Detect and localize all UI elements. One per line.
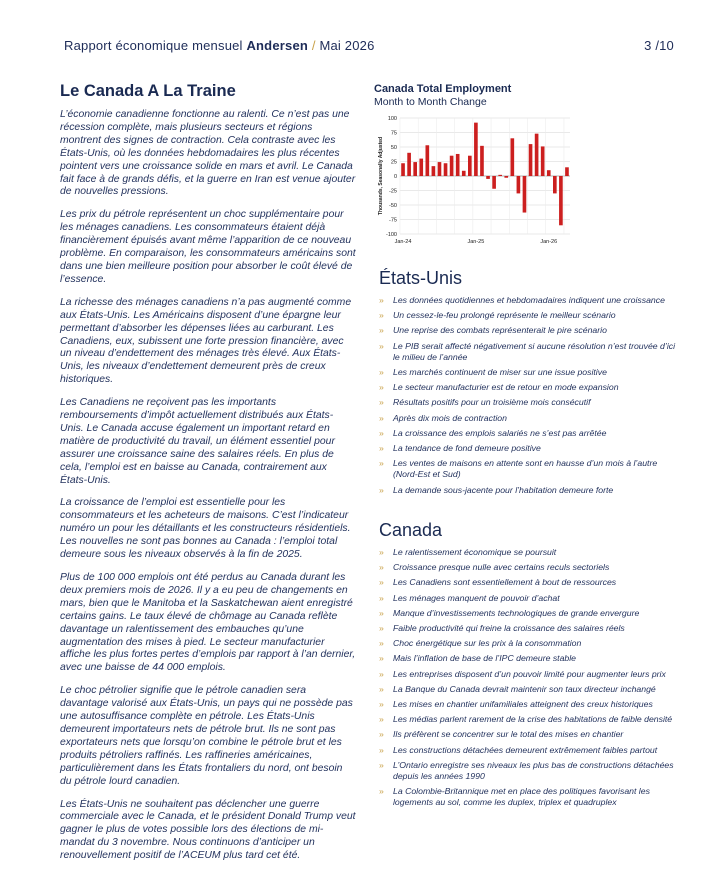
chart-bar: [426, 145, 430, 176]
article-paragraph: La richesse des ménages canadiens n’a pas augmenté comme aux États-Unis. Les Américains disposent d’une épargne leur permettant d’absorber les dépenses liées au carburant. Les Canadiens, eux, subissent une forte pression financière, avec un niveau d’endettement des ménages très élevé. Aux États-Unis, les niveaux d’endettement demeurent près de creux historiques.: [60, 296, 352, 386]
article-paragraph: Les États-Unis ne souhaitent pas déclencher une guerre commerciale avec le Canada, et le président Donald Trump veut gagner le plus de votes possible lors des élections de mi-mandat du 3 novembre. Nous continuons d’anticiper un renouvellement positif de l’ACEUM plus tard cet été.: [60, 798, 356, 862]
bullet-item: » La demande sous-jacente pour l’habitation demeure forte: [379, 485, 679, 496]
page-number: 3 /10: [644, 38, 674, 53]
canada-bullet-list: [379, 547, 679, 809]
y-tick-label: -50: [389, 203, 397, 209]
y-tick-label: 25: [390, 159, 397, 166]
chart-bar: [413, 162, 417, 176]
chart-bar: [407, 153, 411, 176]
article-paragraph: Les prix du pétrole représentent un choc supplémentaire pour les ménages canadiens. Les consommateurs étaient déjà financièrement épuisés avant même l’apparition de ce nouveau problème. En comparaison, les consommateurs américains sont dans une bien meilleure position pour absorber le coût élevé de l’essence.: [60, 209, 356, 285]
article-paragraph: L’économie canadienne fonctionne au ralenti. Ce n’est pas une récession complète, mais plusieurs secteurs et régions montrent des signes de contraction. Cela contraste avec les États-Unis, où les données hebdomadaires les plus récentes pointent vers une croissance solide en mars et avril. Le Canada fait face à de grands défis, et la guerre en Iran est venue ajouter de nouvelles pressions.: [60, 109, 356, 198]
report-date: Mai 2026: [319, 38, 375, 53]
x-tick-label: Jan-24: [394, 239, 412, 245]
bullet-item: » Choc énergétique sur les prix à la consommation: [379, 638, 679, 649]
bullet-item: » Faible productivité qui freine la croissance des salaires réels: [379, 623, 679, 634]
bullet-item: » Mais l’inflation de base de l’IPC demeure stable: [379, 653, 679, 664]
bullet-item: » Manque d’investissements technologiques de grande envergure: [379, 608, 679, 619]
bullet-item: » Ils préfèrent se concentrer sur le total des mises en chantier: [379, 729, 679, 740]
article-title: Le Canada A La Traine: [60, 82, 236, 100]
bullet-item: » Le PIB serait affecté négativement si aucune résolution n’est trouvée d’ici le milieu de l’année: [379, 341, 679, 363]
y-tick-label: -25: [389, 188, 397, 195]
bullet-item: » Résultats positifs pour un troisième mois consécutif: [379, 397, 679, 408]
chart-bar: [450, 156, 454, 176]
bullet-item: » Les entreprises disposent d’un pouvoir limité pour augmenter leurs prix: [379, 669, 679, 680]
chart-bar: [432, 166, 436, 176]
bullet-item: » Les données quotidiennes et hebdomadaires indiquent une croissance: [379, 295, 679, 306]
chart-bar: [529, 144, 533, 176]
employment-chart: [374, 83, 574, 247]
page-header: [64, 38, 674, 53]
chart-bar: [523, 176, 527, 213]
chart-bar: [517, 176, 521, 193]
chart-bar: [474, 123, 478, 176]
bullet-item: » La Banque du Canada devrait maintenir son taux directeur inchangé: [379, 684, 679, 695]
bullet-item: » Les ménages manquent de pouvoir d’achat: [379, 593, 679, 604]
bullet-item: » Les Canadiens sont essentiellement à bout de ressources: [379, 577, 679, 588]
chart-bar: [565, 167, 569, 176]
chart-title: Canada Total Employment: [374, 83, 512, 95]
y-tick-label: 100: [387, 116, 397, 122]
y-tick-label: -100: [385, 232, 397, 238]
y-tick-label: 0: [393, 174, 397, 180]
chart-bar: [401, 163, 405, 176]
bullet-item: » Après dix mois de contraction: [379, 413, 679, 424]
brand-name: Andersen: [246, 38, 309, 53]
chart-bar: [498, 175, 502, 176]
bullet-item: » Une reprise des combats représenterait le pire scénario: [379, 325, 679, 336]
chart-bar: [559, 176, 563, 225]
chart-bar: [456, 154, 460, 176]
bullet-item: » L’Ontario enregistre ses niveaux les plus bas de constructions détachées depuis les années 1990: [379, 760, 679, 782]
chart-bar: [480, 146, 484, 176]
canada-heading: Canada: [379, 520, 443, 540]
chart-bar: [535, 134, 539, 176]
report-title: Rapport économique mensuel: [64, 38, 243, 53]
bullet-item: » Les marchés continuent de miser sur une issue positive: [379, 367, 679, 378]
bullet-item: » Un cessez-le-feu prolongé représente le meilleur scénario: [379, 310, 679, 321]
bullet-item: » Les ventes de maisons en attente sont en hausse d’un mois à l’autre (Nord-Est et Sud): [379, 458, 679, 480]
us-bullet-list: [379, 295, 679, 496]
bullet-item: » Les médias parlent rarement de la crise des habitations de faible densité: [379, 714, 679, 725]
y-tick-label: 50: [390, 145, 397, 151]
chart-bar: [504, 176, 508, 178]
y-tick-label: -75: [389, 217, 397, 224]
chart-bar: [547, 170, 551, 176]
bullet-item: » La tendance de fond demeure positive: [379, 443, 679, 454]
chart-bar: [541, 146, 545, 176]
us-section: [379, 268, 679, 500]
x-tick-label: Jan-25: [467, 239, 485, 245]
article-paragraph: Les Canadiens ne reçoivent pas les importants remboursements d’impôt actuellement distribués aux États-Unis. Le Canada accuse également un important retard en matière de productivité du travail, un élément essentiel pour assurer une croissance saine des salaires réels. En plus de cela, l’emploi est en baisse au Canada, contrairement aux États-Unis.: [60, 397, 335, 486]
chart-bar: [511, 138, 515, 176]
canada-section: [379, 520, 679, 813]
chart-bar: [419, 159, 423, 176]
chart-bar: [438, 162, 442, 176]
article-body: [60, 109, 356, 863]
article-paragraph: Le choc pétrolier signifie que le pétrole canadien sera davantage valorisé aux États-Unis, un pays qui ne possède pas une autosuffisance complète en pétrole. Les États-Unis demeurent importateurs nets de pétrole brut. Ils ne sont pas exportateurs nets que lorsqu’on combine le pétrole brut et les produits pétroliers raffinés. Les raffineries américaines, particulièrement dans les États frontaliers du nord, ont besoin du pétrole lourd canadien.: [60, 685, 353, 787]
bullet-item: » Les constructions détachées demeurent extrêmement faibles partout: [379, 745, 679, 756]
bullet-item: » Croissance presque nulle avec certains reculs sectoriels: [379, 562, 679, 573]
chart-subtitle: Month to Month Change: [374, 96, 487, 108]
chart-bar: [462, 171, 466, 176]
article-paragraph: Plus de 100 000 emplois ont été perdus au Canada durant les deux premiers mois de 2026. Il y a eu peu de changements en mars, bien que le Manitoba et la Saskatchewan aient enregistré certains gains. Le taux élevé de chômage au Canada reflète davantage un ralentissement des embauches qu’une augmentation des mises à pied. Le secteur manufacturier affiche les plus fortes pertes d’emplois par rapport à l’an dernier, avec une baisse de 44 000 emplois.: [60, 572, 356, 674]
chart-bar: [492, 176, 496, 189]
y-axis-label: Thousands, Seasonally Adjusted: [378, 136, 384, 216]
bullet-item: » La croissance des emplois salariés ne s’est pas arrêtée: [379, 428, 679, 439]
chart-bar: [486, 176, 490, 179]
chart-bar: [553, 176, 557, 193]
bullet-item: » Les mises en chantier unifamiliales atteignent des creux historiques: [379, 699, 679, 710]
chart-canvas: [374, 112, 574, 247]
bullet-item: » La Colombie-Britannique met en place des politiques favorisant les logements au sol, comme les duplex, triplex et quadruplex: [379, 786, 679, 808]
x-tick-label: Jan-26: [540, 239, 558, 245]
chart-bar: [468, 156, 472, 176]
article-paragraph: La croissance de l’emploi est essentielle pour les consommateurs et les acheteurs de maisons. C’est l’indicateur numéro un pour les détaillants et les constructeurs résidentiels. Les nouvelles ne sont pas bonnes au Canada : l’emploi total demeure sous les niveaux observés à la fin de 2025.: [60, 497, 351, 561]
article: [60, 82, 356, 873]
header-separator: /: [311, 38, 316, 53]
chart-bar: [444, 163, 448, 176]
y-tick-label: 75: [390, 130, 397, 137]
bullet-item: » Le ralentissement économique se poursuit: [379, 547, 679, 558]
bullet-item: » Le secteur manufacturier est de retour en mode expansion: [379, 382, 679, 393]
us-heading: États-Unis: [379, 268, 463, 288]
